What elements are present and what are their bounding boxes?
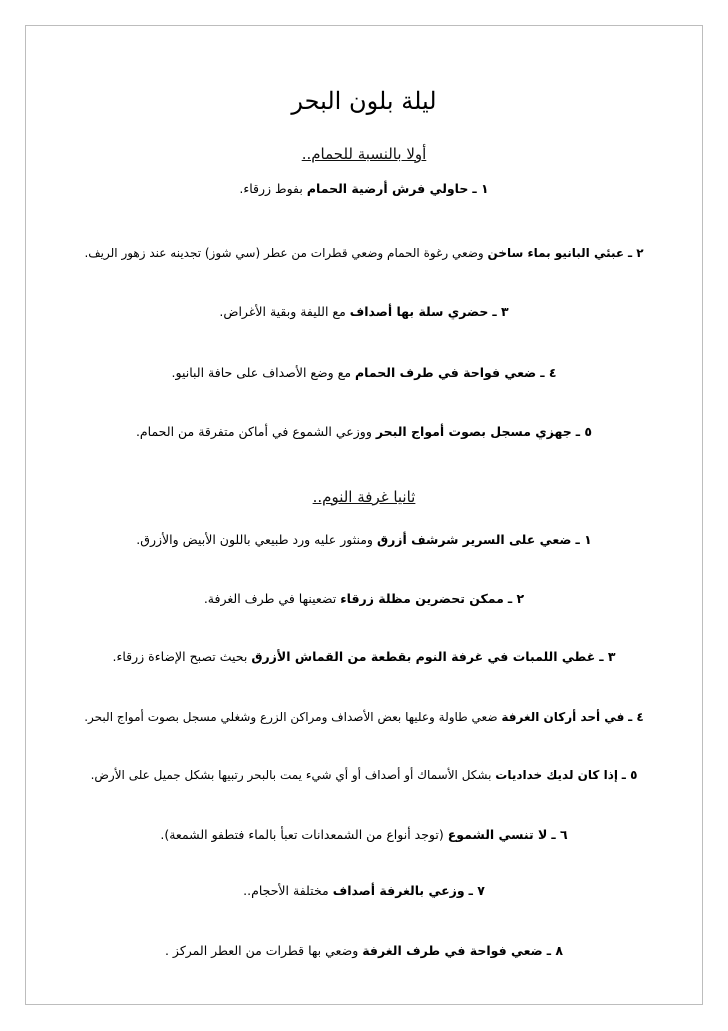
item-bold-text: حضري سلة بها أصداف — [349, 304, 489, 319]
item-text: بفوط زرقاء. — [239, 181, 307, 196]
item-number: ٢ ـ — [627, 246, 644, 260]
item-text: ومنثور عليه ورد طبيعي باللون الأبيض والأزرق. — [136, 532, 377, 547]
item-bold-text: عبئي البانيو بماء ساخن — [487, 246, 625, 260]
bedroom-item-5 — [30, 766, 698, 784]
item-bold-text: ضعي على السرير شرشف أزرق — [376, 532, 572, 547]
item-text: بشكل الأسماك أو أصداف أو أي شيء يمت بالبحر رتبيها بشكل جميل على الأرض. — [90, 768, 496, 782]
bedroom-item-7 — [30, 882, 698, 900]
item-bold-text: لا تنسي الشموع — [447, 827, 548, 842]
item-number: ٥ ـ — [621, 768, 638, 782]
item-bold-text: ممكن تحضرين مظلة زرقاء — [340, 591, 504, 606]
bedroom-item-8 — [30, 942, 698, 960]
bedroom-item-6 — [30, 826, 698, 844]
item-bold-text: جهزي مسجل بصوت أمواج البحر — [375, 424, 572, 439]
item-text: ضعي طاولة وعليها بعض الأصداف ومراكن الزرع وشغلي مسجل بصوت أمواج البحر. — [84, 710, 502, 724]
item-text: تضعينها في طرف الغرفة. — [203, 591, 341, 606]
bedroom-item-1 — [30, 531, 698, 549]
item-number: ١ ـ — [472, 181, 489, 196]
item-number: ٧ ـ — [468, 883, 485, 898]
section-heading-bedroom: ثانيا غرفة النوم.. — [312, 488, 416, 506]
item-number: ٦ ـ — [551, 827, 568, 842]
bathroom-item-3 — [30, 303, 698, 321]
bedroom-item-2 — [30, 590, 698, 608]
bathroom-item-2 — [30, 244, 698, 262]
item-number: ١ ـ — [575, 532, 592, 547]
item-text: ووزعي الشموع في أماكن متفرقة من الحمام. — [135, 424, 376, 439]
bedroom-item-4 — [30, 708, 698, 726]
item-text: (توجد أنواع من الشمعدانات تعبأ بالماء فتطفو الشمعة). — [160, 827, 448, 842]
item-bold-text: في أحد أركان الغرفة — [501, 710, 625, 724]
item-number: ٣ ـ — [599, 649, 616, 664]
section-heading-bathroom: أولا بالنسبة للحمام.. — [301, 145, 427, 163]
item-number: ٨ ـ — [546, 943, 564, 958]
bathroom-item-4 — [30, 364, 698, 382]
bathroom-item-5 — [30, 423, 698, 441]
item-number: ٤ ـ — [540, 365, 557, 380]
item-number: ٤ ـ — [628, 710, 644, 724]
page-frame — [25, 25, 703, 1005]
item-number: ٥ ـ — [575, 424, 593, 439]
item-number: ٢ ـ — [507, 591, 525, 606]
item-bold-text: وزعي بالغرفة أصداف — [332, 883, 465, 898]
bedroom-item-3 — [30, 648, 698, 666]
bathroom-item-1 — [30, 180, 698, 198]
item-bold-text: غطي اللمبات في غرفة النوم بقطعة من القماش الأزرق — [251, 649, 596, 664]
item-number: ٣ ـ — [492, 304, 509, 319]
item-text: وضعي رغوة الحمام وضعي قطرات من عطر (سي شوز) تجدينه عند زهور الريف. — [84, 246, 488, 260]
item-bold-text: إذا كان لديك خداديات — [495, 768, 618, 782]
item-bold-text: حاولي فرش أرضية الحمام — [306, 181, 469, 196]
document-title: ليلة بلون البحر — [291, 87, 437, 115]
item-bold-text: ضعي فواحة في طرف الغرفة — [362, 943, 543, 958]
item-text: بحيث تصبح الإضاءة زرقاء. — [112, 649, 252, 664]
item-text: وضعي بها قطرات من العطر المركز . — [164, 943, 363, 958]
item-text: مع الليفة وبقية الأغراض. — [219, 304, 350, 319]
item-text: مختلفة الأحجام.. — [243, 883, 333, 898]
item-bold-text: ضعي فواحة في طرف الحمام — [355, 365, 537, 380]
item-text: مع وضع الأصداف على حافة البانيو. — [171, 365, 355, 380]
